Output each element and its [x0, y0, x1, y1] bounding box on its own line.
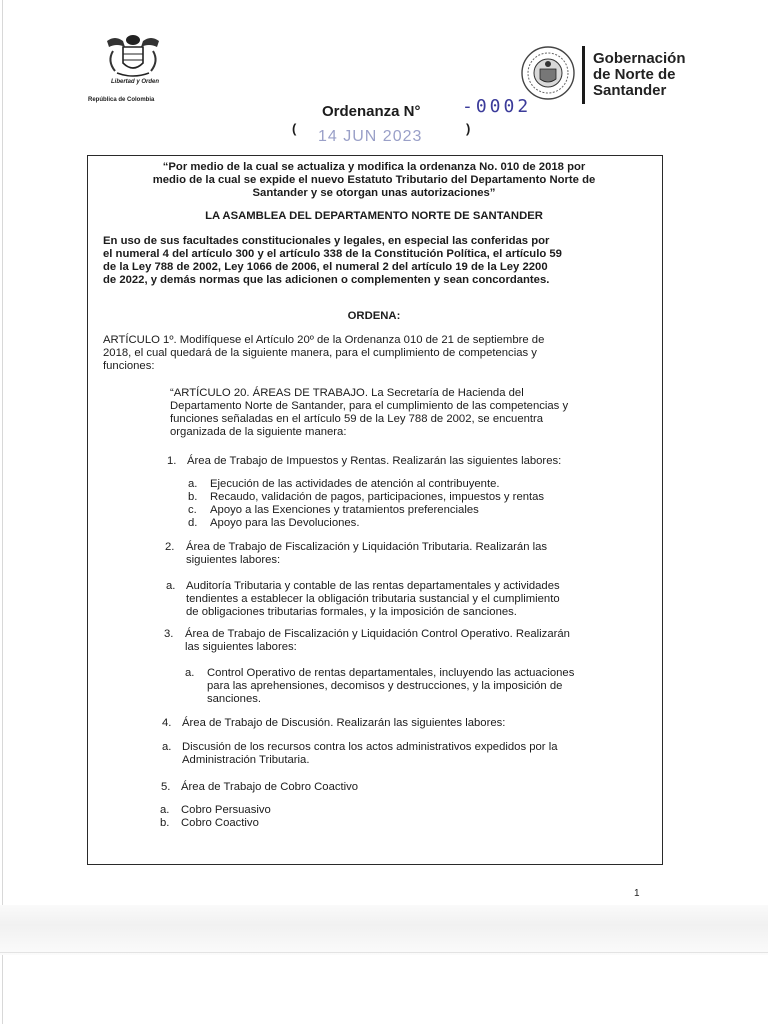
- area3-item-line: para las aprehensiones, decomisos y destrucciones, y la imposición de: [207, 680, 563, 692]
- area2-heading: Área de Trabajo de Fiscalización y Liquidación Tributaria. Realizarán las: [186, 541, 548, 553]
- article20-line: Departamento Norte de Santander, para el cumplimiento de las competencias y: [170, 400, 569, 412]
- paren-open: (: [292, 121, 297, 136]
- area5-heading: Área de Trabajo de Cobro Coactivo: [181, 781, 359, 793]
- area2-item-line: Auditoría Tributaria y contable de las rentas departamentales y actividades: [186, 580, 560, 592]
- gov-line-1: Gobernación: [593, 50, 686, 67]
- ordinance-label: Ordenanza N°: [322, 103, 421, 120]
- article1-line: funciones:: [103, 360, 155, 372]
- area2-item-line: tendientes a establecer la obligación tributaria sustancial y el cumplimiento: [186, 593, 560, 605]
- area4-item-letter: a.: [162, 741, 172, 753]
- area5-item-letter: a.: [160, 804, 170, 816]
- area1-item-letter: a.: [188, 478, 198, 490]
- area3-number: 3.: [164, 628, 174, 640]
- assembly-heading: LA ASAMBLEA DEL DEPARTAMENTO NORTE DE SANTANDER: [205, 210, 543, 222]
- area2-heading: siguientes labores:: [186, 554, 281, 566]
- coat-country: República de Colombia: [88, 97, 155, 103]
- gov-divider-bar: [582, 46, 585, 104]
- area5-number: 5.: [161, 781, 171, 793]
- area3-item-line: Control Operativo de rentas departamentales, incluyendo las actuaciones: [207, 667, 575, 679]
- governorate-seal-icon: [520, 45, 576, 101]
- area1-item: Apoyo para las Devoluciones.: [210, 517, 360, 529]
- preamble-line: de la Ley 788 de 2002, Ley 1066 de 2006, el numeral 2 del artículo 19 de la Ley 2200: [103, 261, 548, 273]
- area1-number: 1.: [167, 455, 177, 467]
- article20-line: organizada de la siguiente manera:: [170, 426, 347, 438]
- area1-item-letter: d.: [188, 517, 198, 529]
- coat-of-arms-icon: [103, 33, 163, 79]
- area5-item-letter: b.: [160, 817, 170, 829]
- preamble-line: de 2022, y demás normas que las adicionen o complementen y sean concordantes.: [103, 274, 550, 286]
- area4-number: 4.: [162, 717, 172, 729]
- scan-bottom-band: [0, 905, 768, 955]
- scan-edge-line: [2, 0, 3, 1024]
- title-line: “Por medio de la cual se actualiza y modifica la ordenanza No. 010 de 2018 por: [162, 161, 586, 173]
- article20-line: funciones señaladas en el artículo 59 de la Ley 788 de 2002, se encuentra: [170, 413, 544, 425]
- area2-item-line: de obligaciones tributarias formales, y la imposición de sanciones.: [186, 606, 517, 618]
- area3-heading: las siguientes labores:: [185, 641, 297, 653]
- area2-item-letter: a.: [166, 580, 176, 592]
- area2-number: 2.: [165, 541, 175, 553]
- area1-heading: Área de Trabajo de Impuestos y Rentas. Realizarán las siguientes labores:: [187, 455, 562, 467]
- preamble-line: el numeral 4 del artículo 300 y el artículo 338 de la Constitución Política, el artículo 59: [103, 248, 562, 260]
- area4-heading: Área de Trabajo de Discusión. Realizarán las siguientes labores:: [182, 717, 506, 729]
- area1-item: Recaudo, validación de pagos, participaciones, impuestos y rentas: [210, 491, 545, 503]
- area3-item-line: sanciones.: [207, 693, 262, 705]
- ordinance-number: -0002: [462, 96, 532, 117]
- article20-line: “ARTÍCULO 20. ÁREAS DE TRABAJO. La Secretaría de Hacienda del: [170, 387, 524, 399]
- gov-line-3: Santander: [593, 82, 667, 99]
- area4-item-line: Administración Tributaria.: [182, 754, 310, 766]
- area4-item-line: Discusión de los recursos contra los actos administrativos expedidos por la: [182, 741, 558, 753]
- title-line: medio de la cual se expide el nuevo Estatuto Tributario del Departamento Norte de: [152, 174, 596, 186]
- area5-item: Cobro Persuasivo: [181, 804, 271, 816]
- ordena-heading: ORDENA:: [347, 310, 401, 322]
- area1-item: Ejecución de las actividades de atención al contribuyente.: [210, 478, 500, 490]
- page-number: 1: [634, 888, 640, 899]
- scan-bottom-line: [0, 952, 768, 953]
- article1-line: ARTÍCULO 1º. Modifíquese el Artículo 20º de la Ordenanza 010 de 21 de septiembre de: [103, 334, 545, 346]
- area5-item: Cobro Coactivo: [181, 817, 259, 829]
- area3-item-letter: a.: [185, 667, 195, 679]
- title-line: Santander y se otorgan unas autorizaciones”: [252, 187, 496, 199]
- area3-heading: Área de Trabajo de Fiscalización y Liquidación Control Operativo. Realizarán: [185, 628, 570, 640]
- paren-close: ): [466, 121, 471, 136]
- area1-item-letter: b.: [188, 491, 198, 503]
- coat-motto: Libertad y Orden: [111, 79, 160, 85]
- preamble-line: En uso de sus facultades constitucionales y legales, en especial las conferidas por: [103, 235, 550, 247]
- gov-line-2: de Norte de: [593, 66, 676, 83]
- date-stamp: 14 JUN 2023: [318, 128, 423, 145]
- article1-line: 2018, el cual quedará de la siguiente manera, para el cumplimiento de competencias y: [103, 347, 537, 359]
- area1-item-letter: c.: [188, 504, 197, 516]
- area1-item: Apoyo a las Exenciones y tratamientos preferenciales: [210, 504, 479, 516]
